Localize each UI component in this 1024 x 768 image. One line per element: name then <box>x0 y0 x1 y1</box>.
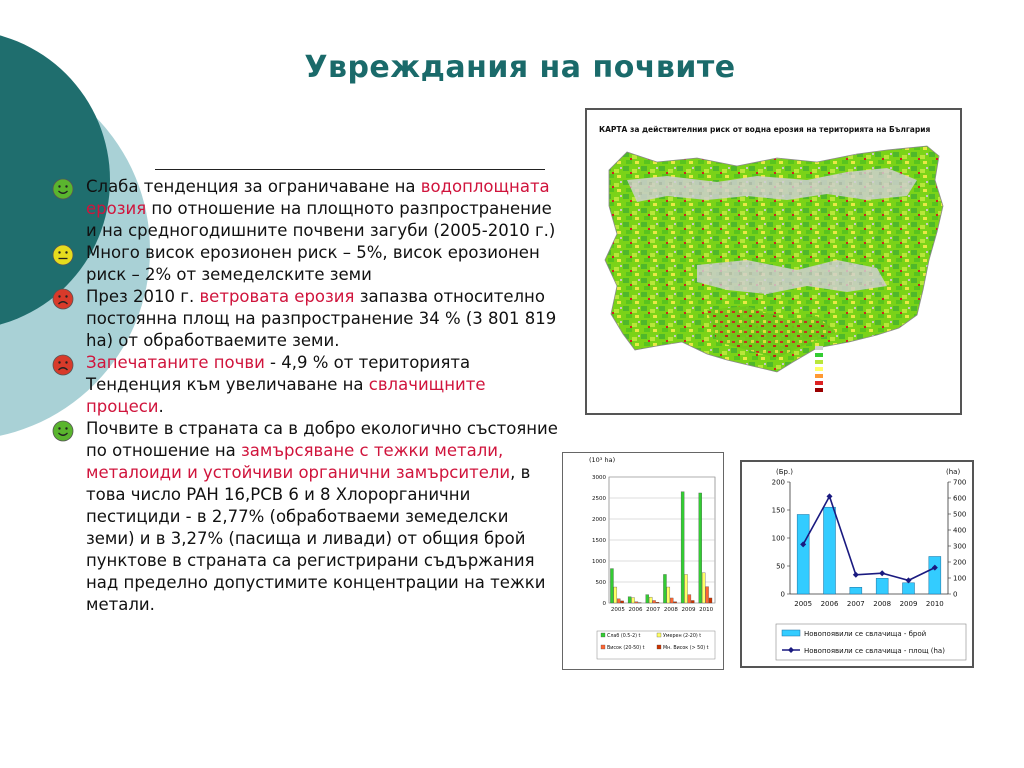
y-tick-label: 0 <box>602 601 606 607</box>
y2-axis-label: (ha) <box>946 468 961 476</box>
bar <box>929 556 941 594</box>
y1-tick-label: 150 <box>771 506 785 515</box>
bar <box>621 601 624 603</box>
y-tick-label: 1500 <box>592 538 606 544</box>
x-tick-label: 2008 <box>663 607 678 613</box>
bar <box>617 599 620 603</box>
bar <box>691 600 694 603</box>
y2-tick-label: 600 <box>953 494 967 503</box>
bar <box>824 507 836 594</box>
bullet-item <box>50 418 560 616</box>
bar <box>702 573 705 603</box>
highlight-text: свлачищните процеси <box>86 375 486 416</box>
bullet-item <box>50 352 560 418</box>
bar <box>709 598 712 603</box>
y2-tick-label: 500 <box>953 510 967 519</box>
bar <box>670 598 673 603</box>
bar <box>876 578 888 594</box>
y2-tick-label: 700 <box>953 478 967 487</box>
x-tick-label: 2006 <box>820 600 839 608</box>
bar <box>631 598 634 603</box>
bar <box>646 595 649 603</box>
bar <box>699 493 702 603</box>
bar <box>688 595 691 603</box>
bar <box>656 602 659 603</box>
bullet-item <box>50 242 560 286</box>
y-tick-label: 2000 <box>592 517 606 523</box>
line-point <box>853 572 859 578</box>
bar <box>797 514 809 594</box>
y1-tick-label: 200 <box>771 478 785 487</box>
y-tick-label: 3000 <box>592 475 606 481</box>
legend-label: Висок (20-50) t <box>607 646 645 651</box>
bar <box>635 602 638 603</box>
bullet-item <box>50 176 560 242</box>
series-line <box>803 496 935 580</box>
x-tick-label: 2009 <box>899 600 918 608</box>
y-tick-label: 500 <box>595 580 606 586</box>
bullet-text: запазва относително постоянна площ на разпространение 34 % (3 801 819 ha) от обработваемите земи. <box>86 287 557 350</box>
x-tick-label: 2007 <box>646 607 661 613</box>
bar <box>614 587 617 603</box>
neutral-face-icon <box>52 244 74 266</box>
y2-tick-label: 300 <box>953 542 967 551</box>
highlight-text: ветровата ерозия <box>199 287 355 306</box>
y2-tick-label: 200 <box>953 558 967 567</box>
legend-label: Умерен (2-20) t <box>663 634 702 639</box>
happy-face-icon <box>52 420 74 442</box>
legend-label: Мн. Висок (> 50) t <box>663 646 709 651</box>
x-tick-label: 2009 <box>681 607 696 613</box>
bullet-text: . <box>158 397 164 416</box>
y2-tick-label: 0 <box>953 590 958 599</box>
y-tick-label: 1000 <box>592 559 606 565</box>
y2-tick-label: 400 <box>953 526 967 535</box>
bullet-item <box>50 286 560 352</box>
bullet-list <box>50 176 560 616</box>
x-tick-label: 2006 <box>628 607 643 613</box>
x-tick-label: 2005 <box>794 600 813 608</box>
map-title: КАРТА за действителния риск от водна ерозия на територията на България <box>599 125 931 134</box>
bullet-text: , в това число PAH 16,PCB 6 и 8 Хлорорганични пестициди - в 2,77% (обработваеми земеделски земи) и в 3,27% (пасища и ливади) от общия брой пунктове в страната са регистрирани съдържания над пределно допустимите концентрации на тежки метали. <box>86 463 546 614</box>
bullet-text: През 2010 г. <box>86 287 200 306</box>
legend-label: Слаб (0.5-2) t <box>607 634 641 639</box>
y1-tick-label: 0 <box>780 590 785 599</box>
bar <box>850 587 862 594</box>
legend-label: Новопоявили се свлачища - брой <box>804 630 927 638</box>
x-tick-label: 2005 <box>610 607 625 613</box>
x-tick-label: 2010 <box>925 600 944 608</box>
x-tick-label: 2008 <box>873 600 892 608</box>
line-point <box>879 570 885 576</box>
bar <box>610 569 613 603</box>
erosion-map-panel <box>585 108 962 415</box>
legend-label: Новопоявили се свлачища - площ (ha) <box>804 647 945 655</box>
bullet-text: Много висок ерозионен риск – 5%, висок ерозионен риск – 2% от земеделските земи <box>86 243 540 284</box>
map-legend <box>815 346 823 392</box>
highlight-text: замърсяване с тежки метали, металоиди и устойчиви органични замърсители <box>86 441 511 482</box>
bullet-text: Почвите в страната са в добро екологично състояние по отношение на <box>86 419 558 460</box>
y1-axis-label: (Бр.) <box>776 468 793 476</box>
sad-face-icon <box>52 354 74 376</box>
landslide-chart-panel <box>740 460 974 668</box>
x-tick-label: 2010 <box>699 607 714 613</box>
chart-legend <box>776 624 966 660</box>
bar <box>681 492 684 603</box>
bar <box>649 597 652 603</box>
y1-tick-label: 100 <box>771 534 785 543</box>
happy-face-icon <box>52 178 74 200</box>
y-axis-label: (10³ ha) <box>589 456 616 464</box>
bar <box>674 602 677 603</box>
line-point <box>827 493 833 499</box>
x-tick-label: 2007 <box>846 600 865 608</box>
bar <box>684 574 687 603</box>
erosion-map <box>587 110 960 413</box>
y1-tick-label: 50 <box>776 562 785 571</box>
bar <box>653 600 656 603</box>
bar <box>667 587 670 603</box>
erosion-bar-chart <box>563 453 723 669</box>
y2-tick-label: 100 <box>953 574 967 583</box>
bar <box>706 587 709 603</box>
bar <box>663 574 666 603</box>
erosion-bar-chart-panel <box>562 452 724 670</box>
y-tick-label: 2500 <box>592 496 606 502</box>
bar <box>903 583 915 594</box>
page-title: Увреждания на почвите <box>304 50 736 85</box>
chart-legend <box>597 631 715 659</box>
divider-line <box>155 169 545 170</box>
highlight-text: водоплощната ерозия <box>86 177 550 218</box>
bullet-text: Слаба тенденция за ограничаване на <box>86 177 421 196</box>
landslide-chart <box>742 462 972 666</box>
sad-face-icon <box>52 288 74 310</box>
line-point <box>906 577 912 583</box>
highlight-text: Запечатаните почви <box>86 353 265 372</box>
bullet-text: по отношение на площното разпространение и на средногодишните почвени загуби (2005-2010 г.) <box>86 199 556 240</box>
bullet-text: - 4,9 % от територията Тенденция към увеличаване на <box>86 353 471 394</box>
bar <box>628 597 631 603</box>
